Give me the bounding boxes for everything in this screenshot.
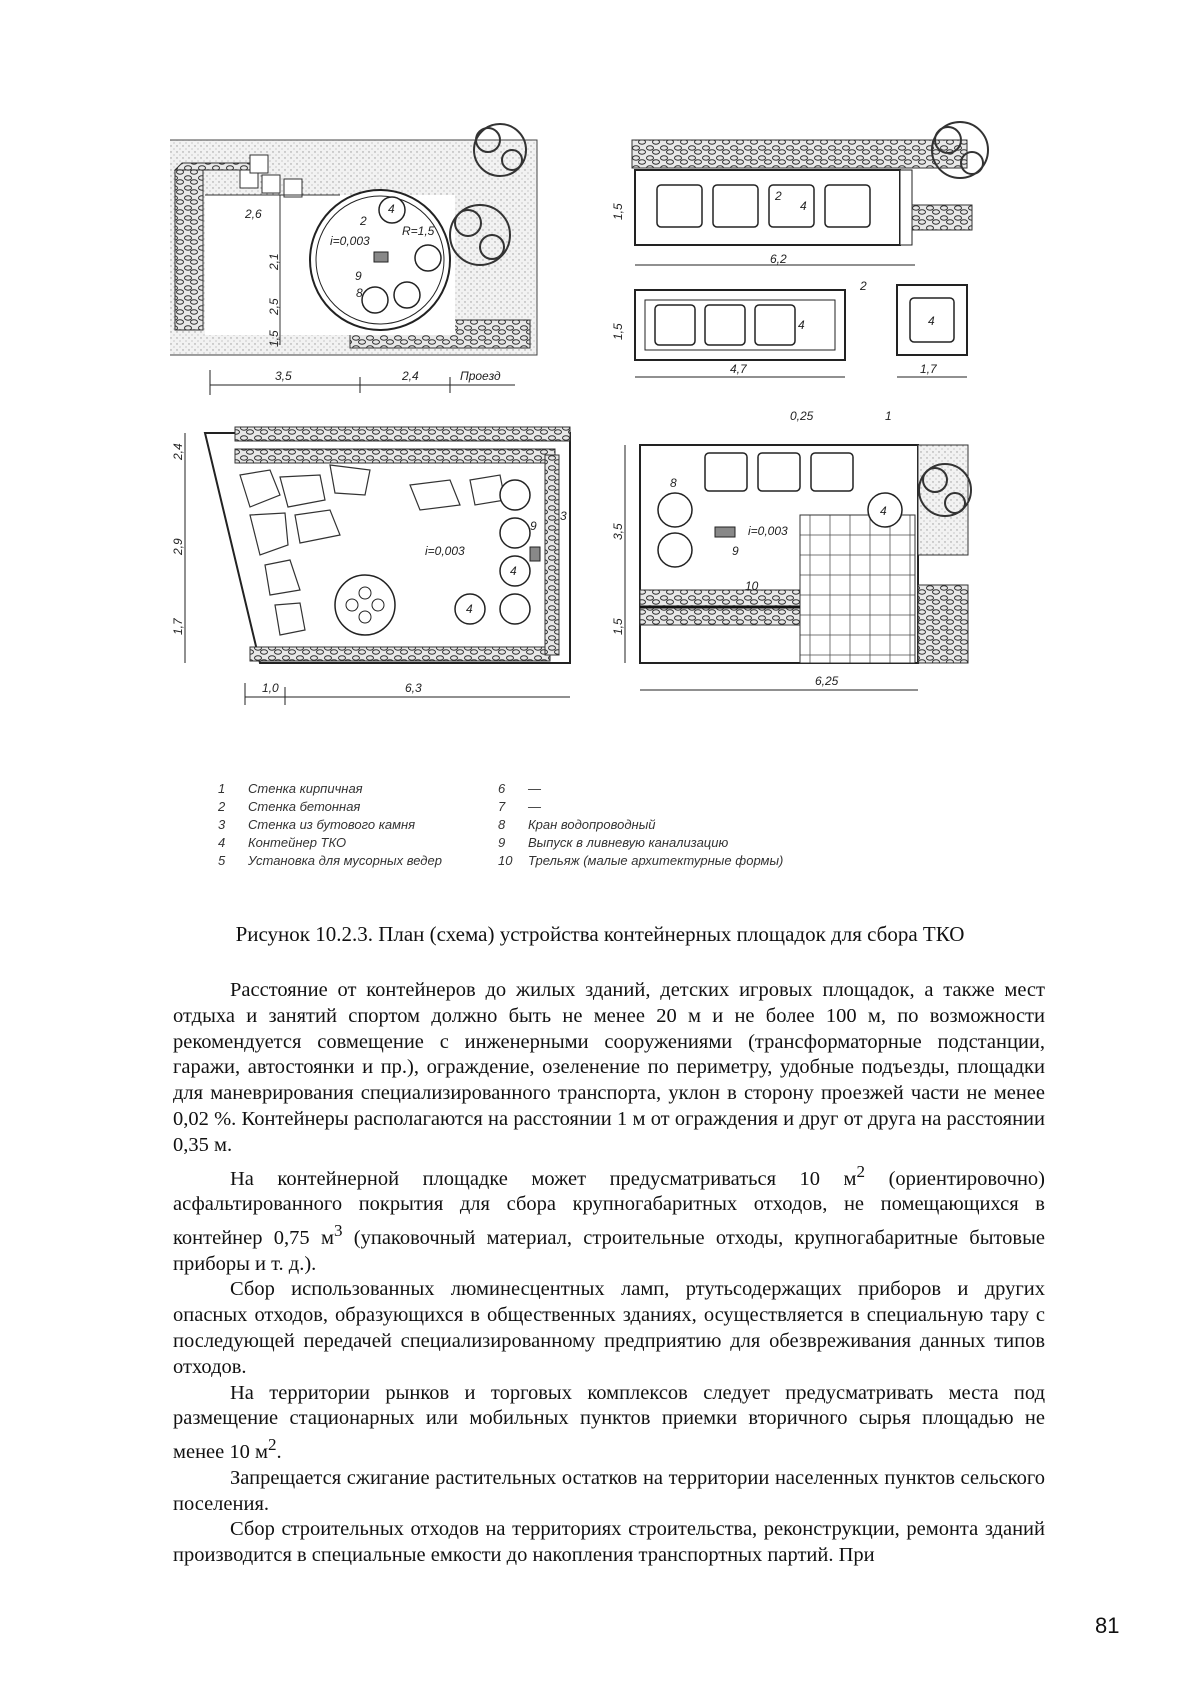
callout-4-top-right: 4 <box>800 199 807 213</box>
dim-1-7: 1,7 <box>920 362 937 376</box>
plan-top-right <box>611 122 988 377</box>
dim-2-9-bl: 2,9 <box>171 538 185 555</box>
dim-1-7-bl: 1,7 <box>171 618 185 635</box>
site-plan-figure <box>170 115 1050 895</box>
figure-caption: Рисунок 10.2.3. План (схема) устройства контейнерных площадок для сбора ТКО <box>235 922 965 946</box>
dim-2-4-bl: 2,4 <box>171 443 185 460</box>
paragraph: Сбор использованных люминесцентных ламп, ртутьсодержащих приборов и других опасных отходов, образующихся в общественных зданиях, осуществляется в специальную тару с последующей передачей специализированному предприятию для обезвреживания данных типов отходов. <box>173 1278 1045 1378</box>
dim-3-5: 3,5 <box>275 369 292 383</box>
plan-top-left <box>170 124 537 395</box>
callout-9: 9 <box>355 269 362 283</box>
callout-10-br: 10 <box>745 579 759 593</box>
dim-0-25-br: 0,25 <box>790 409 814 423</box>
dim-4-7: 4,7 <box>730 362 747 376</box>
radius-label: R=1,5 <box>402 224 435 238</box>
dim-6-25-br: 6,25 <box>815 674 839 688</box>
dim-3-5-br: 3,5 <box>611 523 625 540</box>
dim-1-5-b: 1,5 <box>611 323 625 340</box>
callout-2-top-right: 2 <box>775 189 782 203</box>
slope-label-bl: i=0,003 <box>425 544 465 558</box>
legend-item: 7 — <box>498 799 541 814</box>
legend-item: 3 Стенка из бутового камня <box>218 817 416 832</box>
callout-4-right: 4 <box>928 314 935 328</box>
figure-legend <box>218 780 858 890</box>
dim-1-5-a: 1,5 <box>611 203 625 220</box>
page-number: 81 <box>1095 1613 1120 1638</box>
plan-bottom-left <box>171 427 570 705</box>
plan-bottom-right <box>611 409 971 690</box>
dim-2-1: 2,1 <box>267 253 281 270</box>
legend-item: 4 Контейнер ТКО <box>218 835 347 850</box>
dim-2-6: 2,6 <box>245 207 262 221</box>
legend-item: 2 Стенка бетонная <box>218 799 361 814</box>
callout-9-br: 9 <box>732 544 739 558</box>
callout-2-mid: 2 <box>860 279 867 293</box>
paragraph: Расстояние от контейнеров до жилых зданий, детских игровых площадок, а также мест отдыха и занятий спортом должно быть не менее 20 м и не более 100 м, по возможности рекомендуется совмещение с инженерными сооружениями (трансформаторные подстанции, гаражи, автостоянки и пр.), ограждение, озеленение по периметру, удобные подъезды, площадки для маневрирования специализированного транспорта, уклон в сторону проезжей части не менее 0,02 %. Контейнеры располагаются на расстоянии 1 м от ограждения и друг от друга на расстоянии 0,35 м. <box>173 979 1045 1156</box>
paragraph: Сбор строительных отходов на территориях строительства, реконструкции, ремонта зданий производится в специальные емкости до накопления транспортных партий. При <box>173 1518 1045 1567</box>
callout-4-bl-b: 4 <box>466 602 473 616</box>
callout-8-br: 8 <box>670 476 677 490</box>
callout-4-bl: 4 <box>510 564 517 578</box>
legend-item: 1 Стенка кирпичная <box>218 781 363 796</box>
dim-1-5: 1,5 <box>267 330 281 347</box>
legend-column-left <box>218 780 442 870</box>
legend-column-right <box>498 780 783 870</box>
dim-6-2: 6,2 <box>770 252 787 266</box>
dim-1-0-bl: 1,0 <box>262 681 279 695</box>
body-text <box>173 978 1045 1569</box>
callout-3-bl: 3 <box>560 509 567 523</box>
callout-2: 2 <box>360 214 367 228</box>
dim-1-5-br: 1,5 <box>611 618 625 635</box>
legend-item: 10 Трельяж (малые архитектурные формы) <box>498 853 784 868</box>
callout-9-bl: 9 <box>530 519 537 533</box>
legend-item: 6 — <box>498 781 541 796</box>
paragraph: На контейнерной площадке может предусматриваться 10 $м^2$ (ориентировочно) асфальтированного покрытия для сбора крупногабаритных отходов, не помещающихся в контейнер 0,75 $м^3$ (упаковочный материал, строительные отходы, крупногабаритные бытовые приборы и т. д.). <box>173 1161 1045 1275</box>
paragraph: Запрещается сжигание растительных остатков на территории населенных пунктов сельского поселения. <box>173 1466 1045 1515</box>
slope-label: i=0,003 <box>330 234 370 248</box>
callout-4-br: 4 <box>880 504 887 518</box>
dim-2-4: 2,4 <box>402 369 419 383</box>
dim-2-5: 2,5 <box>267 298 281 315</box>
site-plan-drawing <box>170 115 1050 895</box>
dim-proezd: Проезд <box>460 369 501 383</box>
callout-1-br: 1 <box>885 409 892 423</box>
callout-4-mid: 4 <box>798 318 805 332</box>
paragraph: На территории рынков и торговых комплексов следует предусматривать места под размещение стационарных или мобильных пунктов приемки вторичного сырья площадью не менее 10 $м^2$. <box>173 1381 1045 1464</box>
legend-item: 8 Кран водопроводный <box>498 817 656 832</box>
callout-8: 8 <box>356 286 363 300</box>
legend-item: 5 Установка для мусорных ведер <box>218 853 442 868</box>
slope-label-br: i=0,003 <box>748 524 788 538</box>
dim-6-3-bl: 6,3 <box>405 681 422 695</box>
callout-4: 4 <box>388 202 395 216</box>
legend-item: 9 Выпуск в ливневую канализацию <box>498 835 729 850</box>
